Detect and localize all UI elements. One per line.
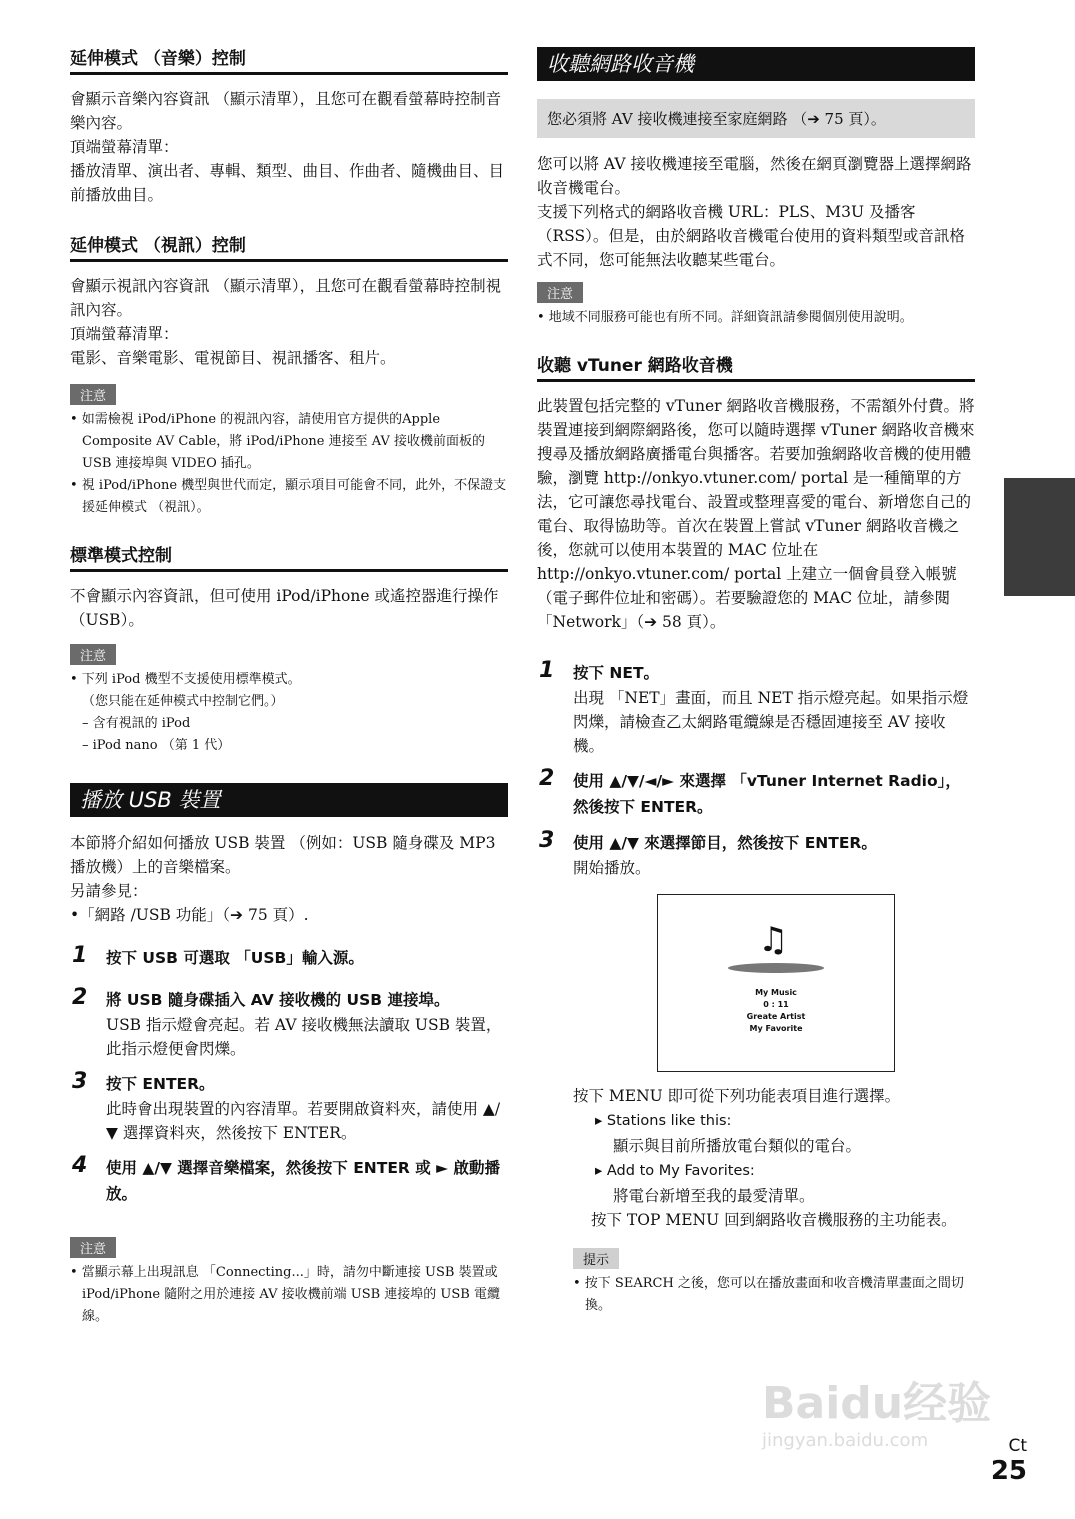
step-body: 出現 「NET」畫面，而且 NET 指示燈亮起。如果指示燈閃爍，請檢查乙太網路電纜線是否穩固連接至 AV 接收機。 [573, 689, 969, 755]
step-title: 使用 ▲/▼ 來選擇節目，然後按下 ENTER。 [573, 834, 877, 852]
paragraph: 頂端螢幕清單： [70, 325, 179, 343]
note-item: • 下列 iPod 機型不支援使用標準模式。 [70, 672, 301, 687]
menu-item-label: Add to My Favorites: [606, 1163, 755, 1179]
paragraph: 會顯示音樂內容資訊 （顯示清單），且您可在觀看螢幕時控制音樂內容。 [70, 90, 502, 132]
section-title-extended-video: 延伸模式 （視訊）控制 [70, 227, 508, 262]
paragraph: 頂端螢幕清單： [70, 138, 179, 156]
net-steps [537, 660, 975, 880]
paragraph: 支援下列格式的網路收音機 URL：PLS、M3U 及播客（RSS）。但是，由於網路收音機電台使用的資料類型或音訊格式不同，您可能無法收聽某些電台。 [537, 203, 965, 269]
paragraph: 不會顯示內容資訊，但可使用 iPod/iPhone 或遙控器進行操作 （USB）。 [70, 587, 499, 629]
step [70, 945, 508, 971]
menu-intro: 按下 MENU 即可從下列功能表項目進行選擇。 [573, 1087, 901, 1105]
watermark-url: jingyan.baidu.com [762, 1430, 929, 1451]
paragraph: 本節將介紹如何播放 USB 裝置 （例如：USB 隨身碟及 MP3 播放機）上的音樂檔案。 [70, 834, 496, 876]
step [537, 768, 975, 820]
note-item: • 地域不同服務可能也有所不同。詳細資訊請參閱個別使用說明。 [537, 310, 913, 325]
paragraph: 會顯示視訊內容資訊 （顯示清單），且您可在觀看螢幕時控制視訊內容。 [70, 277, 502, 319]
section-title-standard-mode: 標準模式控制 [70, 537, 508, 572]
menu-item-desc: 顯示與目前所播放電台類似的電台。 [613, 1137, 862, 1155]
page-number: 25 [990, 1456, 1027, 1486]
disc-shadow [728, 963, 824, 973]
page-footer [991, 1436, 1027, 1486]
note-item: – iPod nano （第 1 代） [82, 738, 231, 753]
screen-time: 0 : 11 [763, 1000, 789, 1009]
step-title: 使用 ▲/▼/◄/► 來選擇 「vTuner Internet Radio」，然後按下 ENTER。 [573, 772, 961, 816]
section-title-extended-music: 延伸模式 （音樂）控制 [70, 40, 508, 75]
step [70, 1155, 508, 1207]
watermark-brand: Baidu经验 [762, 1378, 992, 1429]
note-label: 注意 [70, 1237, 116, 1258]
note-item: （您只能在延伸模式中控制它們。） [82, 694, 284, 709]
top-menu-text: 按下 TOP MENU 回到網路收音機服務的主功能表。 [591, 1211, 957, 1229]
step-title: 將 USB 隨身碟插入 AV 接收機的 USB 連接埠。 [106, 991, 450, 1009]
step-body: USB 指示燈會亮起。若 AV 接收機無法讀取 USB 裝置，此指示燈便會閃爍。 [106, 1016, 502, 1058]
screen-artist: Greate Artist [746, 1012, 806, 1021]
step-body: 開始播放。 [573, 859, 651, 877]
note-label: 注意 [70, 384, 116, 405]
step-number: 3 [72, 1069, 88, 1094]
net-radio-band: 收聽網路收音機 [537, 47, 975, 81]
step-number: 1 [539, 658, 555, 683]
usb-section-band: 播放 USB 裝置 [70, 783, 508, 817]
note-item: • 視 iPod/iPhone 機型與世代而定，顯示項目可能會不同，此外，不保證支援延伸模式 （視訊）。 [70, 478, 507, 515]
step [537, 830, 975, 880]
screen-favorite: My Favorite [749, 1024, 803, 1033]
step [537, 660, 975, 758]
screen-info [658, 987, 894, 1035]
language-code: Ct [1008, 1436, 1027, 1456]
step-number: 4 [72, 1153, 88, 1178]
right-column [537, 47, 975, 1317]
usb-steps [70, 945, 508, 1207]
step-body: 此時會出現裝置的內容清單。若要開啟資料夾，請使用 ▲/▼ 選擇資料夾，然後按下 ENTER。 [106, 1100, 501, 1142]
paragraph: 電影、音樂電影、電視節目、視訊播客、租片。 [70, 349, 396, 367]
menu-item-desc: 將電台新增至我的最愛清單。 [613, 1187, 815, 1205]
step-title: 按下 NET。 [573, 664, 660, 682]
step-title: 按下 USB 可選取 「USB」輸入源。 [106, 949, 364, 967]
step [70, 987, 508, 1061]
step [70, 1071, 508, 1145]
step-number: 3 [539, 828, 555, 853]
requirement-box: 您必須將 AV 接收機連接至家庭網路 （➔ 75 頁）。 [537, 99, 975, 138]
step-number: 2 [72, 985, 88, 1010]
note-label: 注意 [70, 644, 116, 665]
music-note-icon: ♫ [758, 920, 789, 960]
step-number: 2 [539, 766, 555, 791]
note-label: 注意 [537, 282, 583, 303]
note-item: • 如需檢視 iPod/iPhone 的視訊內容，請使用官方提供的Apple Composite AV Cable，將 iPod/iPhone 連接至 AV 接收機前面板的 USB 連接埠與 VIDEO 插孔。 [70, 412, 485, 471]
note-item: – 含有視訊的 iPod [82, 716, 191, 731]
paragraph: 播放清單、演出者、專輯、類型、曲目、作曲者、隨機曲目、目前播放曲目。 [70, 162, 505, 204]
side-tab-marker [1004, 478, 1075, 596]
section-title-vtuner: 收聽 vTuner 網路收音機 [537, 347, 975, 382]
note-item: • 當顯示幕上出現訊息 「Connecting...」時，請勿中斷連接 USB 裝置或 iPod/iPhone 隨附之用於連接 AV 接收機前端 USB 連接埠的 USB 電纜線。 [70, 1265, 500, 1324]
menu-item-label: Stations like this: [606, 1113, 732, 1129]
hint-item: • 按下 SEARCH 之後，您可以在播放畫面和收音機清單畫面之間切換。 [573, 1276, 964, 1313]
hint-label: 提示 [573, 1248, 619, 1269]
paragraph: •「網路 /USB 功能」（➔ 75 頁）. [70, 906, 309, 924]
paragraph: 另請參見： [70, 882, 148, 900]
screen-title: My Music [755, 988, 797, 997]
step-number: 1 [72, 943, 88, 968]
menu-item-stations-like-this: ▸ Stations like this: [595, 1113, 732, 1129]
watermark [762, 1380, 991, 1454]
step-title: 按下 ENTER。 [106, 1075, 215, 1093]
paragraph: 您可以將 AV 接收機連接至電腦，然後在網頁瀏覽器上選擇網路收音機電台。 [537, 155, 972, 197]
step-title: 使用 ▲/▼ 選擇音樂檔案，然後按下 ENTER 或 ► 啟動播放。 [106, 1159, 500, 1203]
left-column [70, 40, 508, 1328]
menu-item-add-favorites: ▸ Add to My Favorites: [595, 1163, 755, 1179]
now-playing-screen [657, 894, 895, 1072]
paragraph: 此裝置包括完整的 vTuner 網路收音機服務，不需額外付費。將裝置連接到網際網路後，您可以隨時選擇 vTuner 網路收音機來搜尋及播放網路廣播電台與播客。若要加強網路收音機的使用體驗，瀏覽 http://onkyo.vtuner.com/ portal 是一種簡單的方法，它可讓您尋找電台、設置或整理喜愛的電台、新增您自己的電台、取得協助等。首次在裝置上嘗試 vTuner 網路收音機之後，您就可以使用本裝置的 MAC 位址在 http://onkyo.vtuner.com/ portal 上建立一個會員登入帳號（電子郵件位址和密碼）。若要驗證您的 MAC 位址，請參閱 「Network」（➔ 58 頁）。 [537, 397, 975, 631]
